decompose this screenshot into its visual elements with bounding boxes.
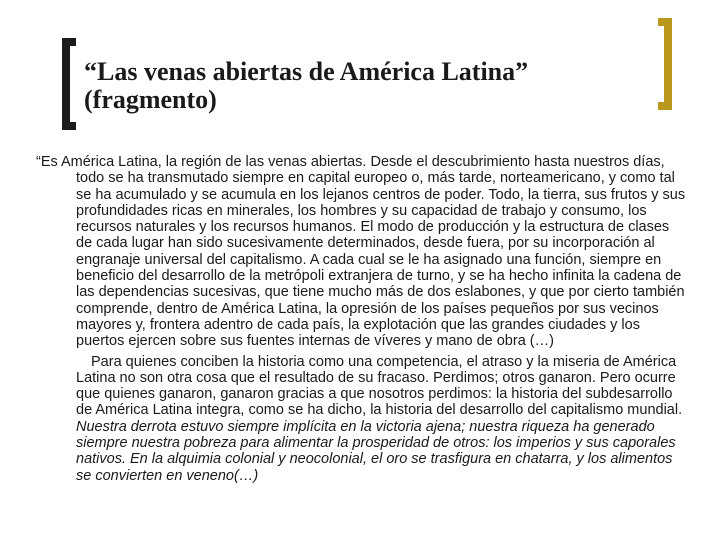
quote-paragraph-2-regular: Para quienes conciben la historia como una competencia, el atraso y la miseria de América Latina no son otra cosa que el resultado de su fracaso. Perdimos; otros ganaron. Pero ocurre que quienes ganaron, ganaron gracias a que nosotros perdimos: la historia del subdesarrollo de América Latina integra, como se ha dicho, la historia del desarrollo del capitalismo mundial. [76, 353, 683, 419]
slide-body [36, 154, 686, 484]
slide-title: “Las venas abiertas de América Latina” (fragmento) [84, 57, 529, 114]
quote-paragraph-1: “Es América Latina, la región de las venas abiertas. Desde el descubrimiento hasta nuestros días, todo se ha transmutado siempre en capital europeo o, más tarde, norteamericano, y como tal se ha acumulado y se acumula en los lejanos centros de poder. Todo, la tierra, sus frutos y sus profundidades ricas en minerales, los hombres y su capacidad de trabajo y consumo, los recursos naturales y los recursos humanos. El modo de producción y la estructura de clases de cada lugar han sido sucesivamente determinados, desde fuera, por su incorporación al engranaje universal del capitalismo. A cada cual se le ha asignado una función, siempre en beneficio del desarrollo de la metrópoli extranjera de turno, y se ha hecho infinita la cadena de las dependencias sucesivas, que tiene mucho más de dos eslabones, y que por cierto también comprende, dentro de América Latina, la opresión de los países pequeños por sus vecinos mayores y, frontera adentro de cada país, la explotación que las grandes ciudades y los puertos ejercen sobre sus fuentes internas de víveres y mano de obra (…) [36, 154, 686, 350]
left-bracket-decoration [62, 38, 76, 130]
quote-paragraph-2 [36, 354, 686, 484]
quote-paragraph-2-italic: Nuestra derrota estuvo siempre implícita en la victoria ajena; nuestra riqueza ha generado siempre nuestra pobreza para alimentar la prosperidad de otros: los imperios y sus caporales nativos. En la alquimia colonial y neocolonial, el oro se trasfigura en chatarra, y los alimentos se convierten en veneno(…) [76, 418, 676, 484]
